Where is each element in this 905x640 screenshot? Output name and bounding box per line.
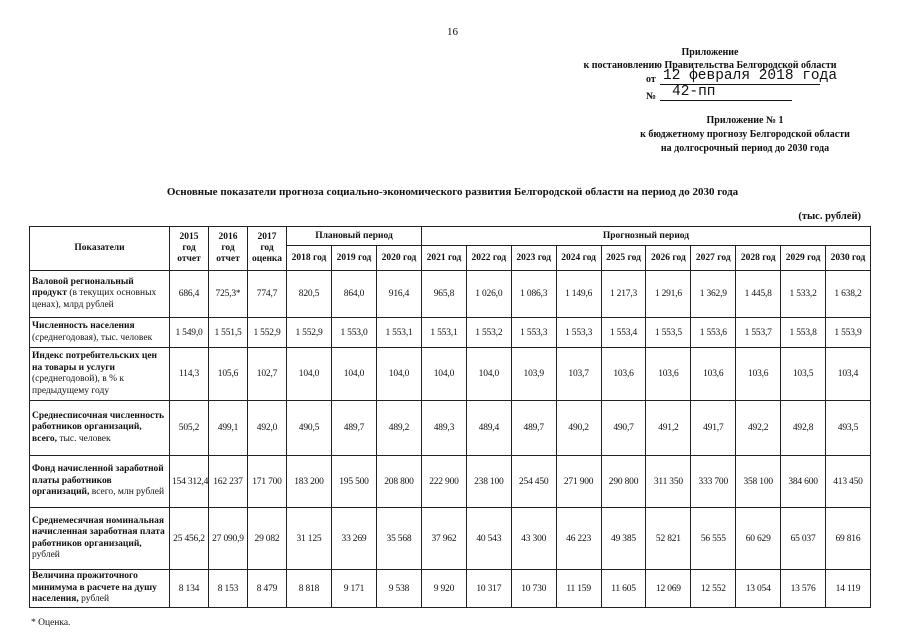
value-cell: 27 090,9 <box>209 508 248 570</box>
value-cell: 8 818 <box>287 570 332 608</box>
value-cell: 864,0 <box>332 271 377 318</box>
document-title: Основные показатели прогноза социально-экономического развития Белгородской области на период до 2030 года <box>166 186 739 198</box>
annex1-header <box>600 114 890 156</box>
value-cell: 8 479 <box>248 570 287 608</box>
value-cell: 103,6 <box>691 348 736 401</box>
value-cell: 104,0 <box>377 348 422 401</box>
value-cell: 10 730 <box>511 570 556 608</box>
value-cell: 103,6 <box>736 348 781 401</box>
header-year: 2018 год <box>287 246 332 271</box>
header-year: 2025 год <box>601 246 646 271</box>
value-cell: 491,7 <box>691 401 736 456</box>
table-row <box>30 348 871 401</box>
header-year: 2027 год <box>691 246 736 271</box>
value-cell: 413 450 <box>826 456 871 508</box>
header-2017: 2017 год оценка <box>248 227 287 271</box>
value-cell: 195 500 <box>332 456 377 508</box>
header-year: 2024 год <box>556 246 601 271</box>
value-cell: 271 900 <box>556 456 601 508</box>
value-cell: 9 920 <box>422 570 467 608</box>
value-cell: 311 350 <box>646 456 691 508</box>
indicator-unit: (среднегодовая), тыс. человек <box>32 332 153 343</box>
value-cell: 104,0 <box>287 348 332 401</box>
value-cell: 104,0 <box>332 348 377 401</box>
value-cell: 1 553,8 <box>781 318 826 348</box>
value-cell: 11 605 <box>601 570 646 608</box>
value-cell: 489,2 <box>377 401 422 456</box>
header-year: 2020 год <box>377 246 422 271</box>
value-cell: 489,3 <box>422 401 467 456</box>
indicator-unit: (среднегодовой), в % к предыдущему году <box>32 374 125 396</box>
indicator-name: Фонд начисленной заработной платы работников организаций, <box>32 464 164 498</box>
value-cell: 492,2 <box>736 401 781 456</box>
value-cell: 14 119 <box>826 570 871 608</box>
header-2016: 2016 год отчет <box>209 227 248 271</box>
value-cell: 114,3 <box>170 348 209 401</box>
header-year: 2023 год <box>511 246 556 271</box>
annex1-line2: к бюджетному прогнозу Белгородской области <box>640 129 850 140</box>
value-cell: 103,4 <box>826 348 871 401</box>
indicator-unit: тыс. человек <box>57 433 111 444</box>
value-cell: 12 552 <box>691 570 736 608</box>
value-cell: 1 553,9 <box>826 318 871 348</box>
value-cell: 12 069 <box>646 570 691 608</box>
indicator-unit: всего, млн рублей <box>89 487 165 498</box>
value-cell: 1 533,2 <box>781 271 826 318</box>
table-row <box>30 318 871 348</box>
value-cell: 154 312,4 <box>170 456 209 508</box>
value-cell: 1 553,4 <box>601 318 646 348</box>
header-indicators: Показатели <box>30 227 170 271</box>
table-row <box>30 570 871 608</box>
value-cell: 820,5 <box>287 271 332 318</box>
indicator-name: Индекс потребительских цен на товары и услуги <box>32 351 158 373</box>
table-row <box>30 401 871 456</box>
value-cell: 49 385 <box>601 508 646 570</box>
value-cell: 1 362,9 <box>691 271 736 318</box>
value-cell: 238 100 <box>466 456 511 508</box>
value-cell: 1 553,1 <box>377 318 422 348</box>
table-row <box>30 508 871 570</box>
header-2015: 2015 год отчет <box>170 227 209 271</box>
value-cell: 103,6 <box>601 348 646 401</box>
footnote: * Оценка. <box>31 618 71 628</box>
value-cell: 13 054 <box>736 570 781 608</box>
value-cell: 13 576 <box>781 570 826 608</box>
indicator-cell <box>30 401 170 456</box>
value-cell: 492,8 <box>781 401 826 456</box>
value-cell: 490,5 <box>287 401 332 456</box>
value-cell: 1 217,3 <box>601 271 646 318</box>
value-cell: 104,0 <box>422 348 467 401</box>
value-cell: 1 026,0 <box>466 271 511 318</box>
units-label: (тыс. рублей) <box>798 211 861 222</box>
value-cell: 490,7 <box>601 401 646 456</box>
header-year: 2026 год <box>646 246 691 271</box>
table-row <box>30 271 871 318</box>
indicator-name: Среднемесячная номинальная начисленная заработная плата работников организаций, <box>32 515 165 549</box>
value-cell: 31 125 <box>287 508 332 570</box>
header-year: 2021 год <box>422 246 467 271</box>
value-cell: 774,7 <box>248 271 287 318</box>
value-cell: 1 553,3 <box>511 318 556 348</box>
value-cell: 29 082 <box>248 508 287 570</box>
value-cell: 9 538 <box>377 570 422 608</box>
value-cell: 46 223 <box>556 508 601 570</box>
header-planned-period: Плановый период <box>287 227 422 246</box>
value-cell: 171 700 <box>248 456 287 508</box>
value-cell: 1 553,3 <box>556 318 601 348</box>
value-cell: 358 100 <box>736 456 781 508</box>
value-cell: 489,4 <box>466 401 511 456</box>
value-cell: 1 291,6 <box>646 271 691 318</box>
value-cell: 491,2 <box>646 401 691 456</box>
value-cell: 103,6 <box>646 348 691 401</box>
indicator-unit: рублей <box>78 594 110 605</box>
annex-header-line2: к постановлению Правительства Белгородской области <box>583 60 837 71</box>
value-cell: 25 456,2 <box>170 508 209 570</box>
value-cell: 1 638,2 <box>826 271 871 318</box>
value-cell: 9 171 <box>332 570 377 608</box>
indicator-name: Валовой региональный продукт <box>32 276 134 299</box>
annex1-line3: на долгосрочный период до 2030 года <box>660 143 830 154</box>
indicator-cell <box>30 456 170 508</box>
header-year: 2022 год <box>466 246 511 271</box>
value-cell: 40 543 <box>466 508 511 570</box>
value-cell: 1 553,7 <box>736 318 781 348</box>
value-cell: 490,2 <box>556 401 601 456</box>
annex1-line1: Приложение № 1 <box>706 115 784 126</box>
value-cell: 183 200 <box>287 456 332 508</box>
indicator-cell <box>30 570 170 608</box>
header-year: 2019 год <box>332 246 377 271</box>
value-cell: 35 568 <box>377 508 422 570</box>
header-year: 2028 год <box>736 246 781 271</box>
value-cell: 102,7 <box>248 348 287 401</box>
header-year: 2029 год <box>781 246 826 271</box>
value-cell: 43 300 <box>511 508 556 570</box>
annex-header-line1: Приложение <box>681 47 739 58</box>
value-cell: 69 816 <box>826 508 871 570</box>
value-cell: 333 700 <box>691 456 736 508</box>
number-underline <box>660 100 792 101</box>
page-number: 16 <box>447 26 458 38</box>
indicator-name: Величина прожиточного минимума в расчете на душу населения, <box>32 571 157 605</box>
value-cell: 11 159 <box>556 570 601 608</box>
value-cell: 489,7 <box>332 401 377 456</box>
value-cell: 1 553,1 <box>422 318 467 348</box>
forecast-table <box>29 226 871 608</box>
value-cell: 103,5 <box>781 348 826 401</box>
value-cell: 222 900 <box>422 456 467 508</box>
value-cell: 290 800 <box>601 456 646 508</box>
value-cell: 492,0 <box>248 401 287 456</box>
value-cell: 384 600 <box>781 456 826 508</box>
value-cell: 965,8 <box>422 271 467 318</box>
indicator-name: Численность населения <box>32 321 135 331</box>
value-cell: 60 629 <box>736 508 781 570</box>
value-cell: 8 153 <box>209 570 248 608</box>
value-cell: 162 237 <box>209 456 248 508</box>
indicator-cell <box>30 348 170 401</box>
value-cell: 1 552,9 <box>248 318 287 348</box>
date-value: 12 февраля 2018 года <box>663 68 838 84</box>
value-cell: 33 269 <box>332 508 377 570</box>
date-label: от <box>646 74 656 85</box>
value-cell: 65 037 <box>781 508 826 570</box>
value-cell: 105,6 <box>209 348 248 401</box>
value-cell: 1 553,5 <box>646 318 691 348</box>
value-cell: 499,1 <box>209 401 248 456</box>
value-cell: 1 553,0 <box>332 318 377 348</box>
value-cell: 686,4 <box>170 271 209 318</box>
value-cell: 56 555 <box>691 508 736 570</box>
value-cell: 725,3* <box>209 271 248 318</box>
header-year: 2030 год <box>826 246 871 271</box>
value-cell: 103,9 <box>511 348 556 401</box>
value-cell: 1 149,6 <box>556 271 601 318</box>
value-cell: 1 553,2 <box>466 318 511 348</box>
value-cell: 10 317 <box>466 570 511 608</box>
indicator-cell <box>30 271 170 318</box>
value-cell: 916,4 <box>377 271 422 318</box>
indicator-cell <box>30 318 170 348</box>
value-cell: 505,2 <box>170 401 209 456</box>
indicator-unit: рублей <box>32 550 60 560</box>
number-label: № <box>646 91 657 102</box>
value-cell: 1 552,9 <box>287 318 332 348</box>
table-row <box>30 456 871 508</box>
number-value: 42-пп <box>672 84 716 100</box>
value-cell: 489,7 <box>511 401 556 456</box>
value-cell: 1 445,8 <box>736 271 781 318</box>
value-cell: 208 800 <box>377 456 422 508</box>
value-cell: 254 450 <box>511 456 556 508</box>
value-cell: 104,0 <box>466 348 511 401</box>
value-cell: 37 962 <box>422 508 467 570</box>
header-forecast-period: Прогнозный период <box>422 227 871 246</box>
value-cell: 1 549,0 <box>170 318 209 348</box>
value-cell: 1 086,3 <box>511 271 556 318</box>
value-cell: 103,7 <box>556 348 601 401</box>
indicator-name: Среднесписочная численность работников организаций, всего, <box>32 410 165 444</box>
value-cell: 493,5 <box>826 401 871 456</box>
indicator-cell <box>30 508 170 570</box>
indicator-unit: (в текущих основных ценах), млрд рублей <box>32 288 157 310</box>
value-cell: 1 553,6 <box>691 318 736 348</box>
value-cell: 8 134 <box>170 570 209 608</box>
value-cell: 52 821 <box>646 508 691 570</box>
value-cell: 1 551,5 <box>209 318 248 348</box>
